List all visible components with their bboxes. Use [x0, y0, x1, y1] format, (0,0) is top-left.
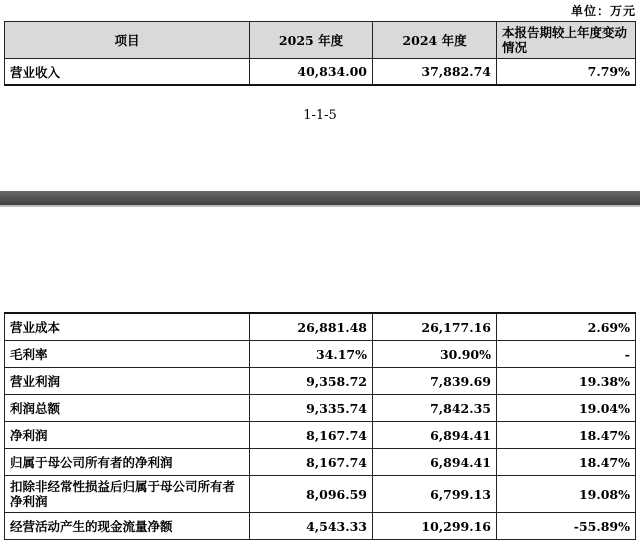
row-value-2024: 6,894.41 — [373, 449, 497, 476]
row-value-2025: 26,881.48 — [250, 313, 373, 341]
header-change: 本报告期较上年度变动情况 — [497, 22, 636, 59]
row-item: 归属于母公司所有者的净利润 — [5, 449, 250, 476]
row-item: 营业利润 — [5, 368, 250, 395]
row-value-2025: 9,335.74 — [250, 395, 373, 422]
row-value-2025: 8,167.74 — [250, 422, 373, 449]
row-value-2024: 7,839.69 — [373, 368, 497, 395]
row-item: 毛利率 — [5, 341, 250, 368]
table-header-row — [5, 22, 636, 59]
row-value-2025: 40,834.00 — [250, 59, 373, 86]
row-value-2024: 10,299.16 — [373, 513, 497, 540]
row-change: 19.38% — [497, 368, 636, 395]
row-item: 经营活动产生的现金流量净额 — [5, 513, 250, 540]
row-value-2024: 7,842.35 — [373, 395, 497, 422]
row-change: - — [497, 341, 636, 368]
financial-table-bottom — [4, 312, 636, 540]
table-row — [5, 59, 636, 86]
row-item: 营业收入 — [5, 59, 250, 86]
unit-label: 单位：万元 — [570, 4, 636, 18]
row-change: 19.08% — [497, 476, 636, 513]
row-value-2024: 6,799.13 — [373, 476, 497, 513]
financial-table-top — [4, 21, 636, 86]
row-value-2024: 6,894.41 — [373, 422, 497, 449]
row-value-2025: 8,096.59 — [250, 476, 373, 513]
row-change: 18.47% — [497, 449, 636, 476]
table-row — [5, 313, 636, 341]
table-row — [5, 449, 636, 476]
table-row — [5, 476, 636, 513]
row-value-2024: 30.90% — [373, 341, 497, 368]
page-break-line — [0, 205, 640, 207]
row-item: 扣除非经常性损益后归属于母公司所有者净利润 — [5, 476, 250, 513]
row-change: 2.69% — [497, 313, 636, 341]
header-2024: 2024 年度 — [373, 22, 497, 59]
table-row — [5, 368, 636, 395]
page-number: 1-1-5 — [303, 108, 337, 123]
row-item: 净利润 — [5, 422, 250, 449]
row-change: 7.79% — [497, 59, 636, 86]
table-row — [5, 422, 636, 449]
row-value-2024: 37,882.74 — [373, 59, 497, 86]
row-item: 利润总额 — [5, 395, 250, 422]
table-row — [5, 395, 636, 422]
row-value-2025: 34.17% — [250, 341, 373, 368]
table-row — [5, 341, 636, 368]
row-change: -55.89% — [497, 513, 636, 540]
row-change: 18.47% — [497, 422, 636, 449]
row-value-2024: 26,177.16 — [373, 313, 497, 341]
table-row — [5, 513, 636, 540]
row-value-2025: 9,358.72 — [250, 368, 373, 395]
header-2025: 2025 年度 — [250, 22, 373, 59]
page-break-band — [0, 191, 640, 206]
row-value-2025: 8,167.74 — [250, 449, 373, 476]
row-change: 19.04% — [497, 395, 636, 422]
header-item: 项目 — [5, 22, 250, 59]
row-value-2025: 4,543.33 — [250, 513, 373, 540]
row-item: 营业成本 — [5, 313, 250, 341]
